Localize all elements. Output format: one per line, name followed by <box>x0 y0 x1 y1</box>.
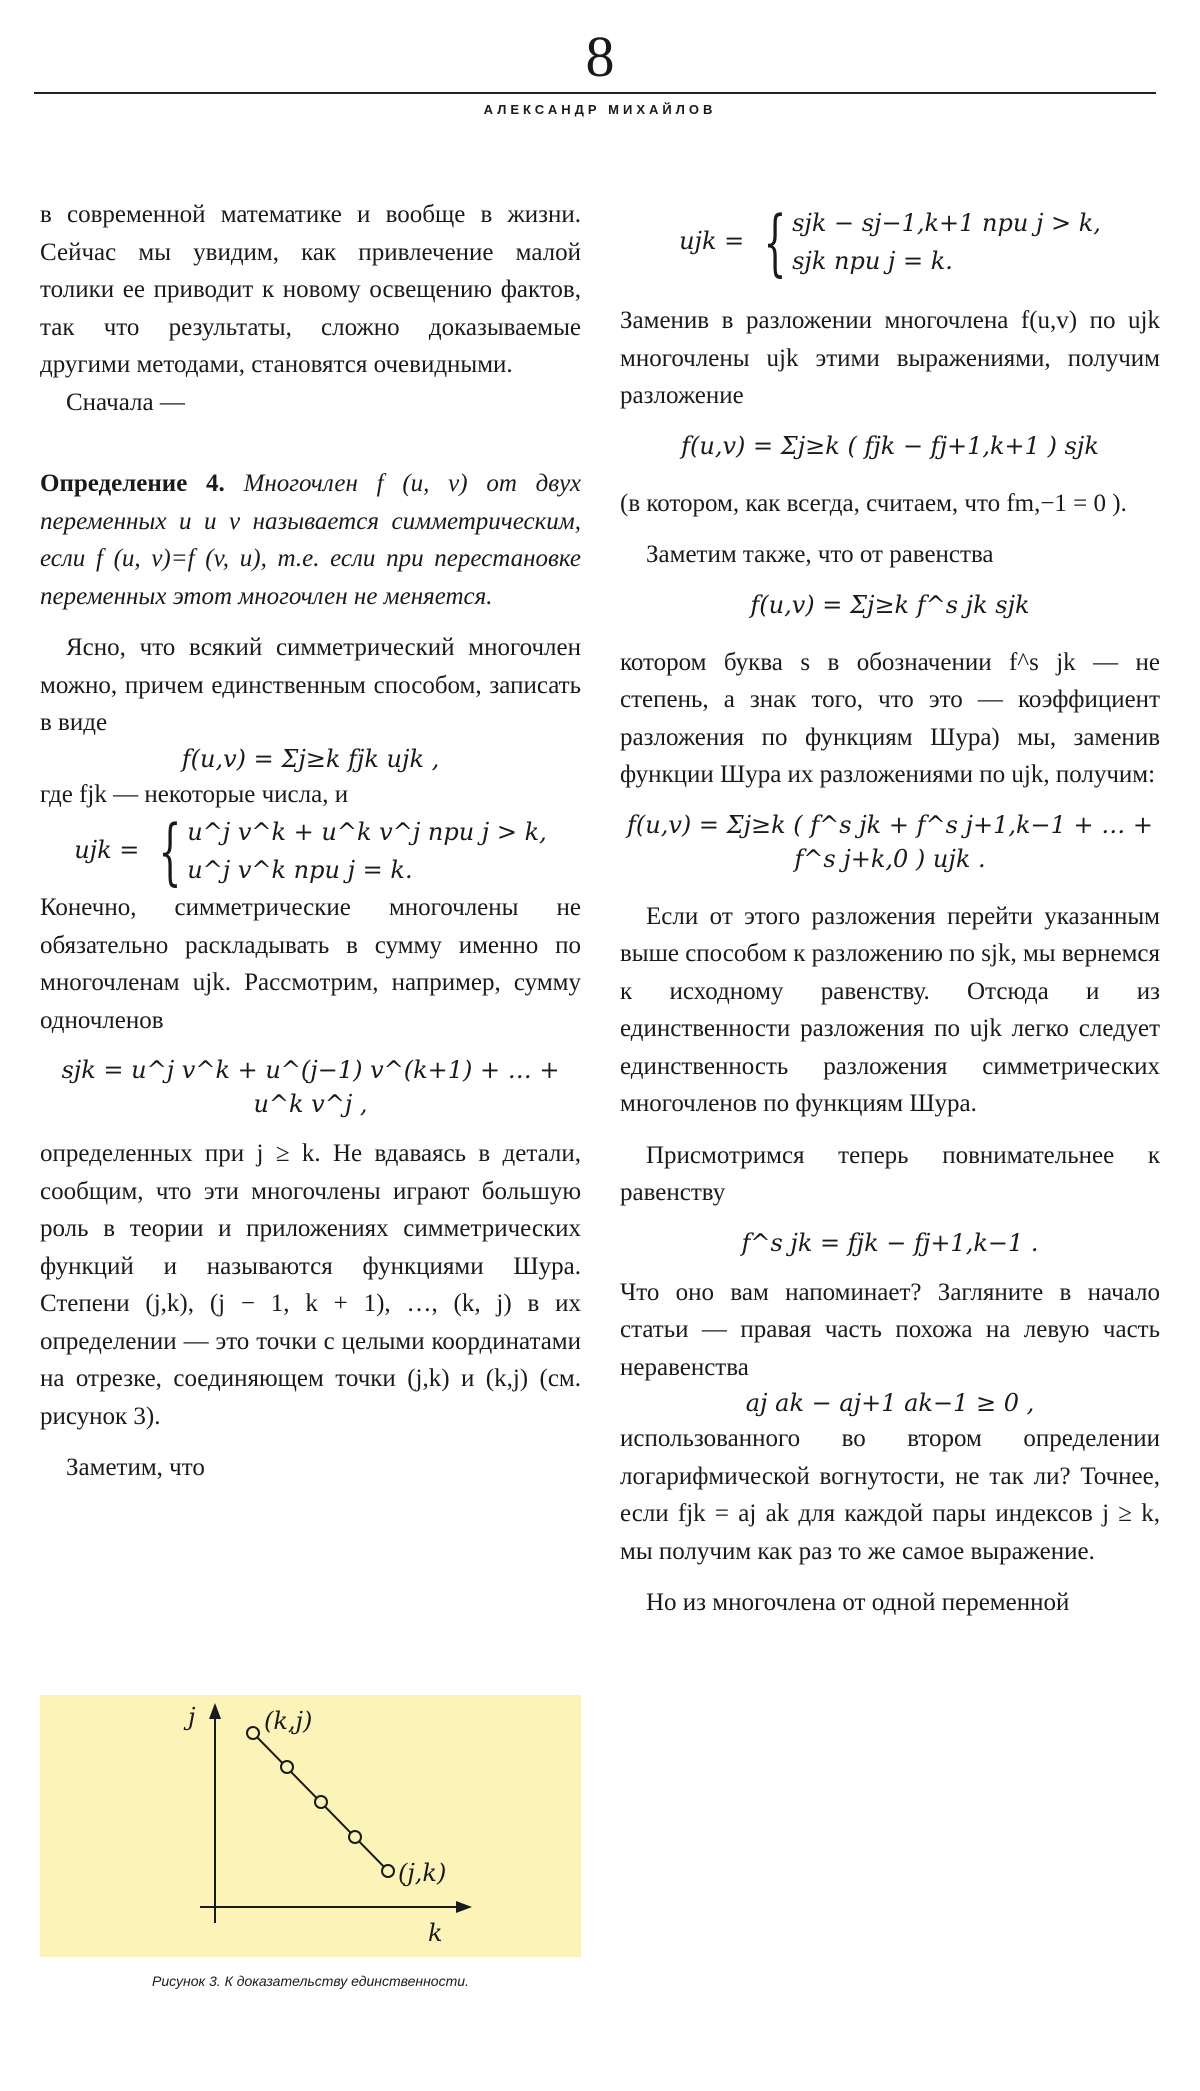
brace: { <box>763 200 787 284</box>
definition-4 <box>40 465 581 615</box>
case-row: sjk − sj−1,k+1 при j > k, <box>792 209 1101 237</box>
header-rule <box>34 92 1156 94</box>
figure-caption: Рисунок 3. К доказательству единственности. <box>152 1973 469 1989</box>
y-axis-label: j <box>188 1703 196 1731</box>
formula-lhs: ujk = <box>74 836 140 865</box>
paragraph: определенных при j ≥ k. Не вдаваясь в детали, сообщим, что эти многочлены играют большую роль в теории и приложениях симметрических функций и называются функциями Шура. Степени (j,k), (j − 1, k + 1), …, (k, j) в их определении — это точки с целыми координатами на отрезке, соединяющем точки (j,k) и (k,j) (см. рисунок 3). <box>40 1140 581 1430</box>
paragraph: Конечно, симметрические многочлены не обязательно раскладывать в сумму именно по многочленам ujk. Рассмотрим, например, сумму одночленов <box>40 894 581 1034</box>
point <box>315 1796 327 1808</box>
formula-symmetric-decomposition: f(u,v) = Σj≥k fjk ujk , <box>181 744 440 773</box>
formula-schur-sum: sjk = u^j v^k + u^(j−1) v^(k+1) + … + u^k v^j , <box>61 1056 560 1118</box>
formula-ujk-via-schur <box>620 200 1160 284</box>
paragraph: Присмотримся теперь повнимательнее к равенству <box>620 1141 1160 1206</box>
x-axis-arrow <box>456 1901 472 1913</box>
formula-decomposition-ujk: f(u,v) = Σj≥k ( f^s jk + f^s j+1,k−1 + … + f^s j+k,0 ) ujk . <box>626 810 1153 873</box>
formula-lhs: ujk = <box>679 227 745 256</box>
paragraph: Заметим, что <box>66 1454 205 1481</box>
point-end-label: (j,k) <box>398 1859 447 1887</box>
y-axis-arrow <box>209 1703 221 1719</box>
paragraph: Сначала — <box>66 388 185 416</box>
figure-3-plot <box>40 1695 581 1957</box>
case-row: sjk при j = k. <box>792 247 953 275</box>
point <box>247 1727 259 1739</box>
formula-inequality: aj ak − aj+1 ak−1 ≥ 0 , <box>745 1389 1035 1417</box>
brace: { <box>158 809 182 893</box>
paragraph: Заменив в разложении многочлена f(u,v) по ujk многочлены ujk этими выражениями, получим разложение <box>620 307 1160 409</box>
paragraph: Ясно, что всякий симметрический многочлен можно, причем единственным способом, записать в виде <box>40 634 581 736</box>
right-column <box>620 200 1160 1622</box>
formula-schur-difference: f^s jk = fjk − fj+1,k−1 . <box>741 1228 1039 1257</box>
point <box>382 1865 394 1877</box>
paragraph: где fjk — некоторые числа, и <box>40 780 349 808</box>
case-row: u^j v^k при j = k. <box>187 856 413 884</box>
x-axis-label: k <box>428 1919 443 1947</box>
paragraph: Если от этого разложения перейти указанным выше способом к разложению по sjk, мы вернемся к исходному равенству. Отсюда и из единственности разложения по ujk легко следует единственность разложения симметрических многочленов по функциям Шура. <box>620 902 1160 1117</box>
formula-schur-coefficients: f(u,v) = Σj≥k f^s jk sjk <box>750 590 1030 619</box>
paragraph: (в котором, как всегда, считаем, что fm,−1 = 0 ). <box>620 489 1127 517</box>
paragraph: Но из многочлена от одной переменной <box>646 1589 1070 1616</box>
point <box>349 1831 361 1843</box>
left-column <box>40 196 581 1487</box>
paragraph: Заметим также, что от равенства <box>646 541 994 568</box>
definition-title: Определение 4. <box>40 470 225 497</box>
point-start-label: (k,j) <box>264 1707 313 1735</box>
page-number: 8 <box>585 24 615 89</box>
running-head: АЛЕКСАНДР МИХАЙЛОВ <box>483 102 717 117</box>
point <box>281 1761 293 1773</box>
case-row: u^j v^k + u^k v^j при j > k, <box>187 818 547 846</box>
paragraph: в современной математике и вообще в жизни. Сейчас мы увидим, как привлечение малой толики ее приводит к новому освещению фактов, так что результаты, сложно доказываемые другими методами, становятся очевидными. <box>40 201 581 378</box>
paragraph: Что оно вам напоминает? Загляните в начало статьи — правая часть похожа на левую часть неравенства <box>620 1278 1160 1381</box>
paragraph: использованного во втором определении логарифмической вогнутости, не так ли? Точнее, если fjk = aj ak для каждой пары индексов j ≥ k, мы получим как раз то же самое выражение. <box>620 1425 1160 1565</box>
paragraph: котором буква s в обозначении f^s jk — не степень, а знак того, что это — коэффициент разложения по функциям Шура) мы, заменив функции Шура их разложениями по ujk, получим: <box>620 648 1160 788</box>
formula-decomposition-sjk: f(u,v) = Σj≥k ( fjk − fj+1,k+1 ) sjk <box>681 431 1099 460</box>
formula-ujk-definition <box>40 809 581 893</box>
figure-3 <box>40 1695 581 1957</box>
definition-body: Многочлен f (u, v) от двух переменных u и v называется симметрическим, если f (u, v)=f (v, u), т.е. если при перестановке переменных этот многочлен не меняется. <box>40 470 582 610</box>
